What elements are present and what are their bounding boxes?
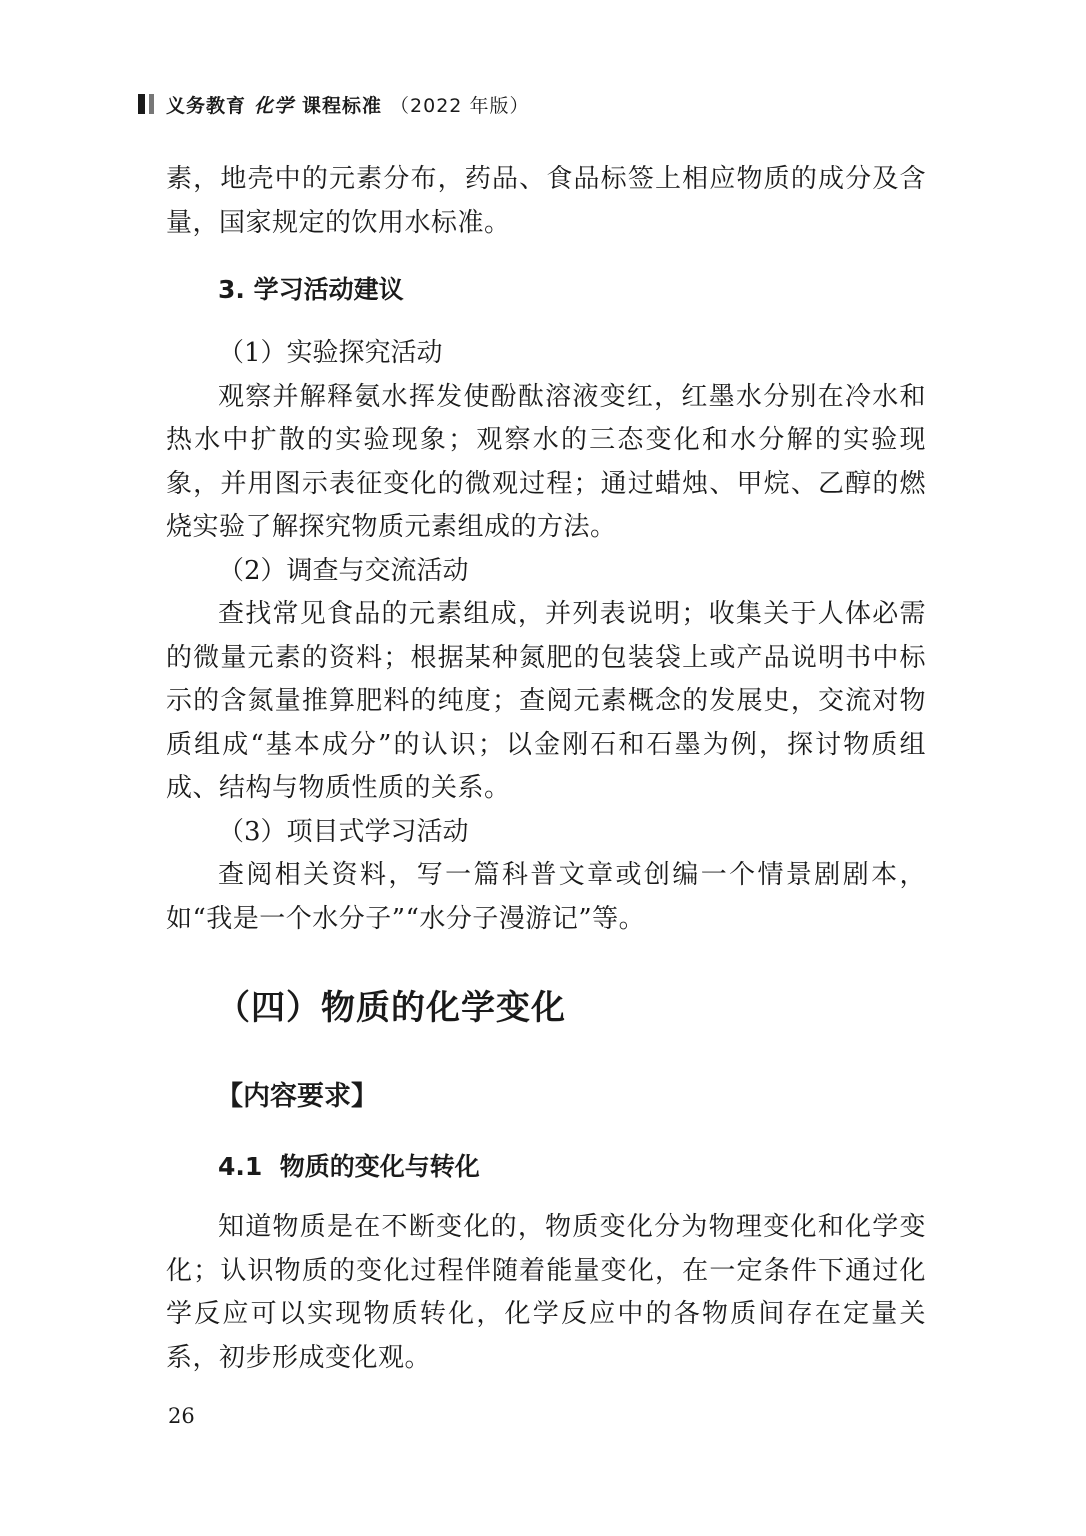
header-title: [166, 91, 529, 118]
header-part3: 课程标准: [302, 94, 383, 117]
section3-heading-block: [166, 270, 926, 306]
section3-body: [166, 332, 926, 941]
chapter-title: （四）物质的化学变化: [216, 988, 566, 1028]
activity-2-text: 查找常见食品的元素组成，并列表说明；收集关于人体必需的微量元素的资料；根据某种氮肥的包装袋上或产品说明书中标示的含氮量推算肥料的纯度；查阅元素概念的发展史，交流对物质组成“基本成分”的认识；以金刚石和石墨为例，探讨物质组成、结构与物质性质的关系。: [166, 599, 926, 803]
activity-1-label: （1）实验探究活动: [218, 338, 443, 368]
content-requirements-block: [166, 1074, 926, 1113]
section41-body: [166, 1206, 926, 1380]
activity-3-text: 查阅相关资料，写一篇科普文章或创编一个情景剧剧本，如“我是一个水分子”“水分子漫游记”等。: [166, 860, 926, 934]
content-requirements-heading: 【内容要求】: [216, 1081, 378, 1112]
running-header: [138, 90, 529, 118]
section41-heading-block: [166, 1147, 926, 1183]
header-part1: 义务教育: [166, 94, 247, 117]
activity-1-text: 观察并解释氨水挥发使酚酞溶液变红，红墨水分别在冷水和热水中扩散的实验现象；观察水的三态变化和水分解的实验现象，并用图示表征变化的微观过程；通过蜡烛、甲烷、乙醇的燃烧实验了解探究物质元素组成的方法。: [166, 381, 926, 542]
activity-2-label: （2）调查与交流活动: [218, 555, 469, 586]
page-number: 26: [168, 1404, 195, 1428]
section3-title: 3. 学习活动建议: [218, 275, 404, 304]
header-subject: 化学: [254, 94, 295, 117]
section41-text: 知道物质是在不断变化的，物质变化分为物理变化和化学变化；认识物质的变化过程伴随着能量变化，在一定条件下通过化学反应可以实现物质转化，化学反应中的各物质间存在定量关系，初步形成变化观。: [166, 1212, 926, 1373]
activity-3-label: （3）项目式学习活动: [218, 816, 469, 847]
header-edition: （2022 年版）: [390, 94, 530, 117]
section41-title: 4.1 物质的变化与转化: [218, 1152, 480, 1181]
header-bars-icon: [138, 94, 154, 114]
chapter-heading-block: [166, 980, 926, 1029]
intro-block: [166, 158, 926, 245]
intro-paragraph: 素，地壳中的元素分布，药品、食品标签上相应物质的成分及含量，国家规定的饮用水标准。: [166, 164, 926, 238]
